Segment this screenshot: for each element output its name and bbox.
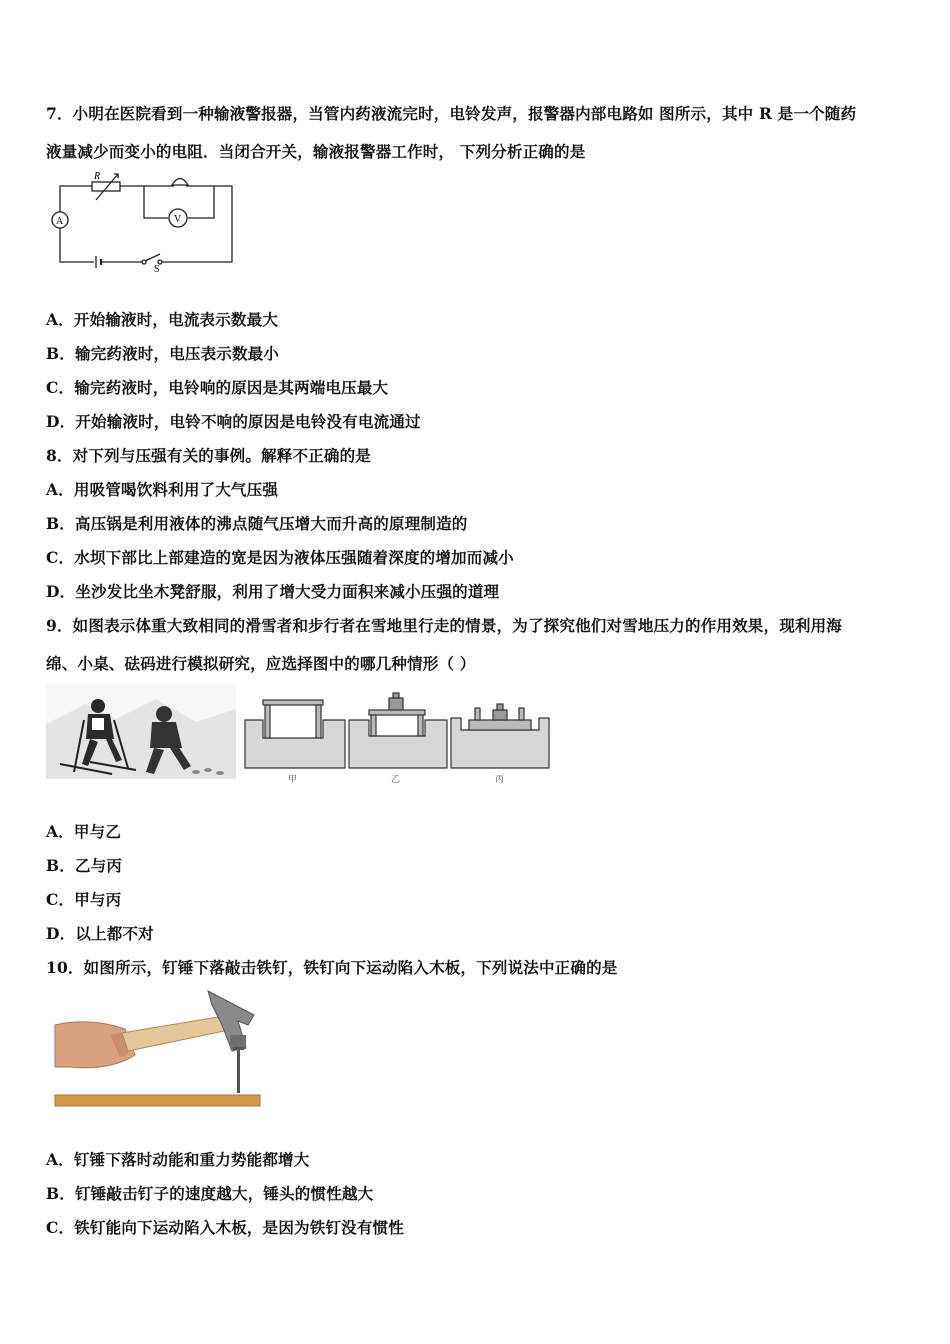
q9-option-c: C．甲与丙 (46, 890, 122, 909)
q7-stem-line-1: 7．小明在医院看到一种输液警报器，当管内药液流完时，电铃发声，报警器内部电路如 图所示，其中 R 是一个随药 (46, 104, 857, 123)
q9-sponge-experiment-figure (243, 690, 553, 785)
q7-voltmeter-label: V (174, 214, 182, 225)
q9-stem-line-1: 9．如图表示体重大致相同的滑雪者和步行者在雪地里行走的情景，为了探究他们对雪地压力的作用效果，现利用海 (46, 616, 842, 635)
q10-option-a: A．钉锤下落时动能和重力势能都增大 (46, 1150, 310, 1169)
q9-option-b: B．乙与丙 (46, 856, 123, 875)
q9-skier-walker-image (46, 684, 236, 779)
q7-option-a: A．开始输液时，电流表示数最大 (46, 310, 279, 329)
q7-circuit-diagram (44, 170, 244, 275)
q9-label-yi: 乙 (391, 775, 401, 785)
q7-ammeter-label: A (56, 216, 64, 227)
q7-stem-line-2: 液量减少而变小的电阻．当闭合开关，输液报警器工作时， 下列分析正确的是 (46, 142, 586, 161)
q7-option-b: B．输完药液时，电压表示数最小 (46, 344, 280, 363)
q9-option-d: D．以上都不对 (46, 924, 154, 943)
q7-resistor-label: R (94, 171, 101, 182)
q10-hammer-nail-image (50, 985, 265, 1120)
q9-label-jia: 甲 (288, 775, 298, 785)
q8-option-b: B．高压锅是利用液体的沸点随气压增大而升高的原理制造的 (46, 514, 468, 533)
q7-switch-label: S (154, 264, 160, 275)
q8-option-c: C．水坝下部比上部建造的宽是因为液体压强随着深度的增加而减小 (46, 548, 514, 567)
q9-label-bing: 丙 (495, 775, 505, 785)
q7-option-c: C．输完药液时，电铃响的原因是其两端电压最大 (46, 378, 389, 397)
q8-option-a: A．用吸管喝饮料利用了大气压强 (46, 480, 279, 499)
q10-stem: 10．如图所示，钉锤下落敲击铁钉，铁钉向下运动陷入木板，下列说法中正确的是 (46, 958, 618, 977)
q10-option-b: B．钉锤敲击钉子的速度越大，锤头的惯性越大 (46, 1184, 374, 1203)
q8-option-d: D．坐沙发比坐木凳舒服，利用了增大受力面积来减小压强的道理 (46, 582, 500, 601)
q8-stem: 8．对下列与压强有关的事例。解释不正确的是 (46, 446, 371, 465)
q9-stem-line-2: 绵、小桌、砝码进行模拟研究，应选择图中的哪几种情形（ ） (46, 654, 476, 673)
q7-option-d: D．开始输液时，电铃不响的原因是电铃没有电流通过 (46, 412, 421, 431)
q9-option-a: A．甲与乙 (46, 822, 122, 841)
q10-option-c: C．铁钉能向下运动陷入木板，是因为铁钉没有惯性 (46, 1218, 404, 1237)
